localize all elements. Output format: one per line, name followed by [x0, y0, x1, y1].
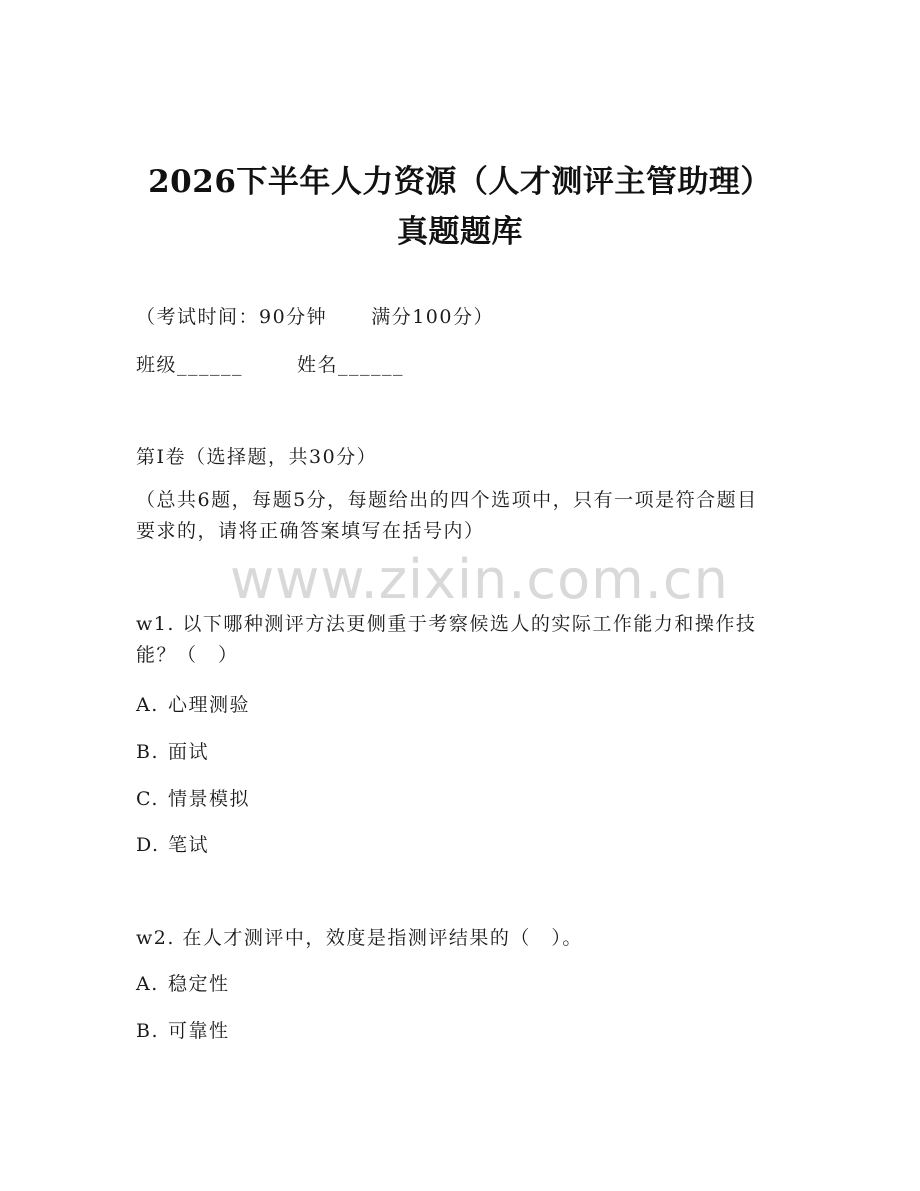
section-title: 第Ⅰ卷（选择题，共30分） [136, 446, 378, 468]
full-score: 满分100分） [371, 306, 494, 328]
section-instruction: （总共6题，每题5分，每题给出的四个选项中，只有一项是符合题目要求的，请将正确答案填写在括号内） [136, 489, 758, 542]
option-text: 面试 [168, 741, 210, 763]
question-2-option-a [136, 969, 230, 996]
name-field: 姓名______ [297, 354, 405, 376]
question-1-option-d [136, 830, 209, 857]
document-title-line-2: 真题题库 [397, 214, 523, 250]
option-text: 心理测验 [168, 694, 251, 716]
option-text: 稳定性 [168, 973, 230, 995]
option-letter: A. [136, 973, 159, 995]
option-letter: C. [136, 788, 159, 810]
option-letter: B. [136, 741, 160, 763]
exam-info-line [136, 302, 494, 329]
student-info-line [136, 350, 404, 377]
question-1-option-b [136, 737, 209, 764]
exam-time: （考试时间：90分钟 [136, 306, 328, 328]
option-text: 笔试 [168, 834, 210, 856]
option-text: 可靠性 [168, 1020, 230, 1042]
option-letter: A. [136, 694, 159, 716]
question-2-stem: w2. 在人才测评中，效度是指测评结果的（ ）。 [136, 927, 583, 949]
watermark: www.zixin.com.cn [230, 548, 729, 611]
option-text: 情景模拟 [168, 788, 251, 810]
question-1-option-c [136, 784, 250, 811]
option-letter: D. [136, 834, 160, 856]
question-2-option-b [136, 1016, 230, 1043]
question-1-option-a [136, 690, 250, 717]
document-title-line-1: 2026下半年人力资源（人才测评主管助理） [148, 164, 772, 200]
option-letter: B. [136, 1020, 160, 1042]
question-1-stem: w1. 以下哪种测评方法更侧重于考察候选人的实际工作能力和操作技能？（ ） [136, 613, 757, 666]
class-field: 班级______ [136, 354, 244, 376]
